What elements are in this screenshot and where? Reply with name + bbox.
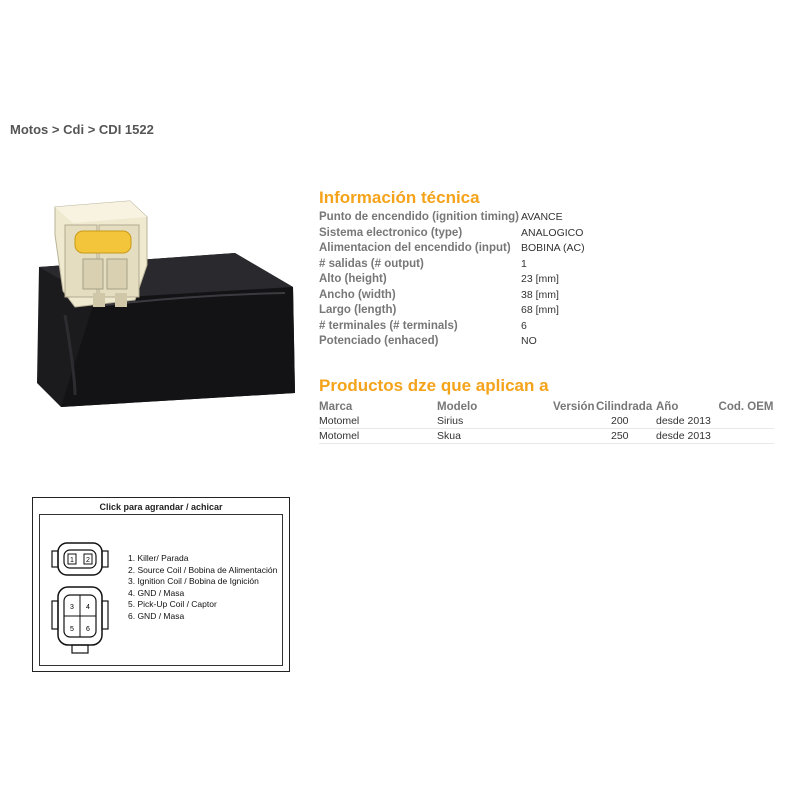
breadcrumb-item-motos[interactable]: Motos	[10, 122, 49, 137]
spec-value: 1	[521, 257, 527, 270]
products-header-row	[319, 399, 774, 414]
cell-cilindrada: 250	[596, 429, 656, 444]
spec-value: 23 [mm]	[521, 273, 559, 285]
cell-cod-oem	[718, 429, 774, 444]
spec-value: BOBINA (AC)	[521, 242, 585, 254]
cdi-module-image	[35, 195, 300, 410]
spec-label: Alto (height)	[319, 273, 387, 285]
diagram-frame	[39, 514, 283, 666]
pin-item: 2. Source Coil / Bobina de Alimentación	[128, 564, 278, 575]
breadcrumb-separator: >	[51, 122, 60, 137]
connector-pin-4: 4	[86, 604, 90, 611]
pin-item: 6. GND / Masa	[128, 610, 185, 621]
breadcrumb-separator: >	[87, 122, 96, 137]
cell-modelo: Skua	[437, 429, 553, 444]
cell-ano: desde 2013	[656, 414, 718, 429]
spec-row	[319, 226, 585, 242]
products-table	[319, 399, 774, 444]
cell-version	[553, 414, 596, 429]
pin-item: 3. Ignition Coil / Bobina de Ignición	[128, 576, 259, 586]
header-cod-oem: Cod. OEM	[718, 400, 774, 413]
connector-pin-3: 3	[70, 604, 74, 611]
spec-value: 38 [mm]	[521, 288, 559, 301]
cell-marca: Motomel	[319, 429, 437, 444]
tech-info-table	[319, 210, 585, 350]
breadcrumb-item-current: CDI 1522	[98, 122, 154, 137]
spec-row	[319, 303, 585, 319]
spec-label: # salidas (# output)	[319, 257, 424, 270]
spec-value: NO	[521, 335, 537, 347]
tech-info-title: Información técnica	[319, 188, 480, 207]
spec-label: Potenciado (enhaced)	[319, 335, 439, 347]
cell-marca: Motomel	[319, 414, 437, 429]
spec-row	[319, 210, 585, 226]
spec-row	[319, 319, 585, 335]
spec-label: Punto de encendido (ignition timing)	[319, 211, 519, 223]
header-marca: Marca	[319, 400, 353, 413]
cell-modelo: Sirius	[437, 414, 553, 429]
spec-value: 6	[521, 319, 527, 332]
spec-label: # terminales (# terminals)	[319, 319, 458, 332]
connector-pin-6: 6	[86, 626, 90, 633]
spec-row	[319, 241, 585, 257]
connector-pin-1: 1	[70, 557, 74, 564]
spec-label: Ancho (width)	[319, 288, 396, 301]
wiring-diagram[interactable]	[32, 497, 290, 672]
pin-item: 5. Pick-Up Coil / Captor	[128, 599, 217, 609]
cell-cilindrada: 200	[596, 414, 656, 429]
cell-version	[553, 429, 596, 444]
spec-label: Alimentacion del encendido (input)	[319, 242, 511, 254]
breadcrumb-item-cdi[interactable]: Cdi	[63, 122, 85, 137]
header-modelo: Modelo	[437, 400, 478, 413]
pin-item: 4. GND / Masa	[128, 587, 185, 598]
spec-value: AVANCE	[521, 211, 563, 223]
products-title: Productos dze que aplican a	[319, 376, 549, 395]
connector-pinout-icon	[44, 535, 124, 660]
connector-pin-5: 5	[70, 626, 74, 633]
header-ano: Año	[656, 400, 679, 413]
spec-row	[319, 257, 585, 273]
connector-pin-2: 2	[86, 557, 90, 564]
pin-list	[128, 553, 277, 622]
table-row	[319, 414, 774, 429]
breadcrumb	[10, 122, 154, 137]
spec-row	[319, 288, 585, 304]
table-row	[319, 429, 774, 444]
cell-ano: desde 2013	[656, 429, 718, 444]
header-cilindrada: Cilindrada	[596, 400, 653, 413]
spec-label: Sistema electronico (type)	[319, 226, 463, 239]
spec-value: 68 [mm]	[521, 304, 559, 316]
cell-cod-oem	[718, 414, 774, 429]
spec-row	[319, 334, 585, 350]
pin-item: 1. Killer/ Parada	[128, 553, 189, 563]
diagram-caption[interactable]: Click para agrandar / achicar	[99, 502, 223, 512]
spec-label: Largo (length)	[319, 304, 397, 316]
spec-row	[319, 272, 585, 288]
spec-value: ANALOGICO	[521, 226, 584, 239]
header-version: Versión	[553, 400, 595, 413]
